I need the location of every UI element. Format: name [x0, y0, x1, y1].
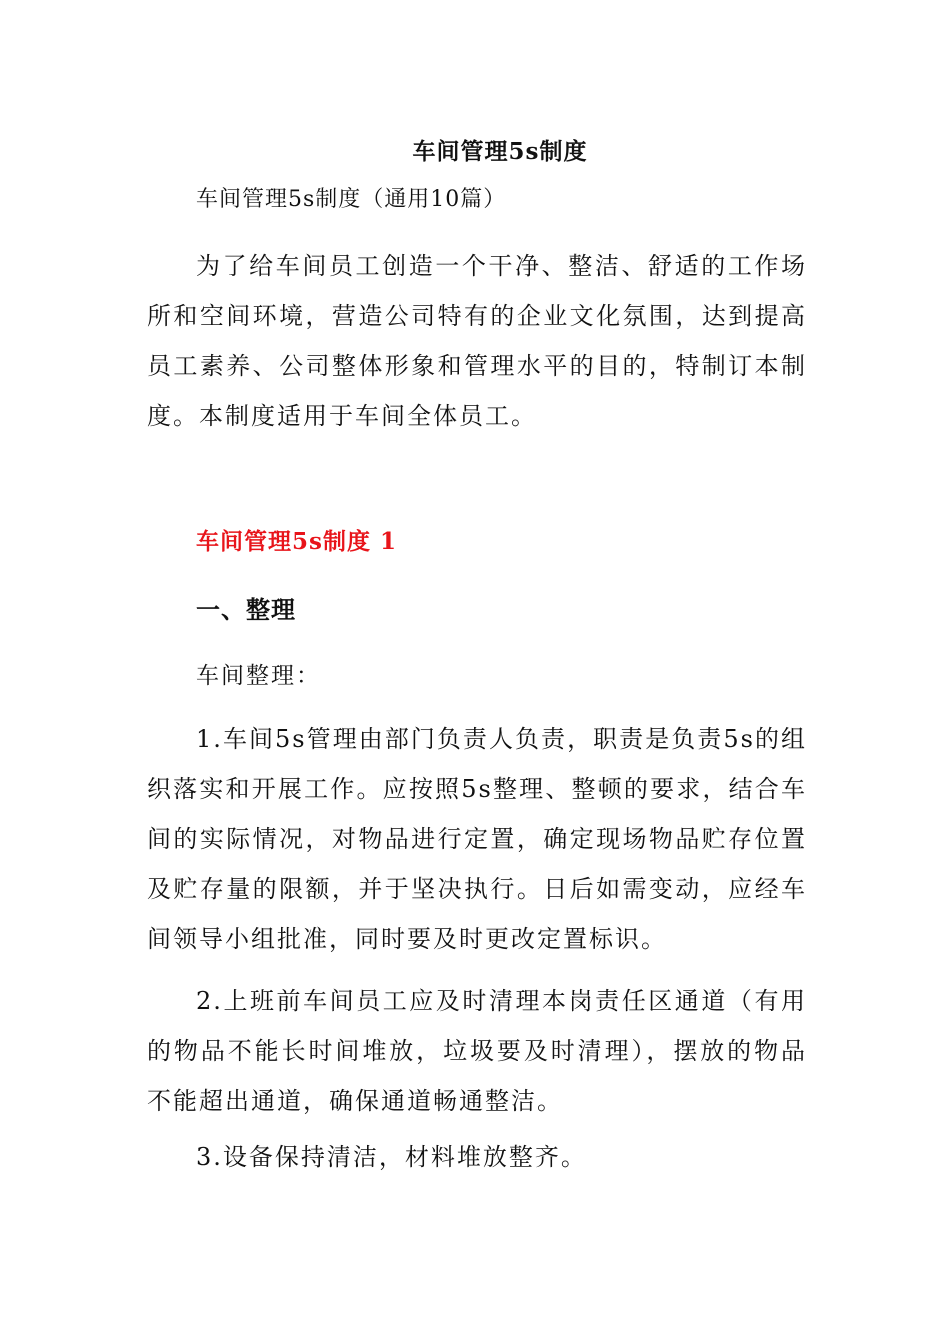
- intro-paragraph: 为了给车间员工创造一个干净、整洁、舒适的工作场所和空间环境，营造公司特有的企业文化氛围，达到提高员工素养、公司整体形象和管理水平的目的，特制订本制度。本制度适用于车间全体员工。: [147, 252, 807, 430]
- list-item: 1.车间5s管理由部门负责人负责，职责是负责5s的组织落实和开展工作。应按照5s整理、整顿的要求，结合车间的实际情况，对物品进行定置，确定现场物品贮存位置及贮存量的限额，并于坚决执行。日后如需变动，应经车间领导小组批准，同时要及时更改定置标识。: [147, 725, 807, 953]
- list-item: 3.设备保持清洁，材料堆放整齐。: [196, 1143, 587, 1171]
- section-title: 车间管理5s制度 1: [196, 528, 397, 555]
- document-title: 车间管理5s制度: [412, 138, 588, 165]
- workshop-label: 车间整理：: [196, 663, 321, 689]
- document-subtitle: 车间管理5s制度（通用10篇）: [196, 187, 507, 212]
- heading-zhengli: 一、整理: [196, 595, 296, 624]
- list-item: 2.上班前车间员工应及时清理本岗责任区通道（有用的物品不能长时间堆放，垃圾要及时清理），摆放的物品不能超出通道，确保通道畅通整洁。: [147, 987, 807, 1115]
